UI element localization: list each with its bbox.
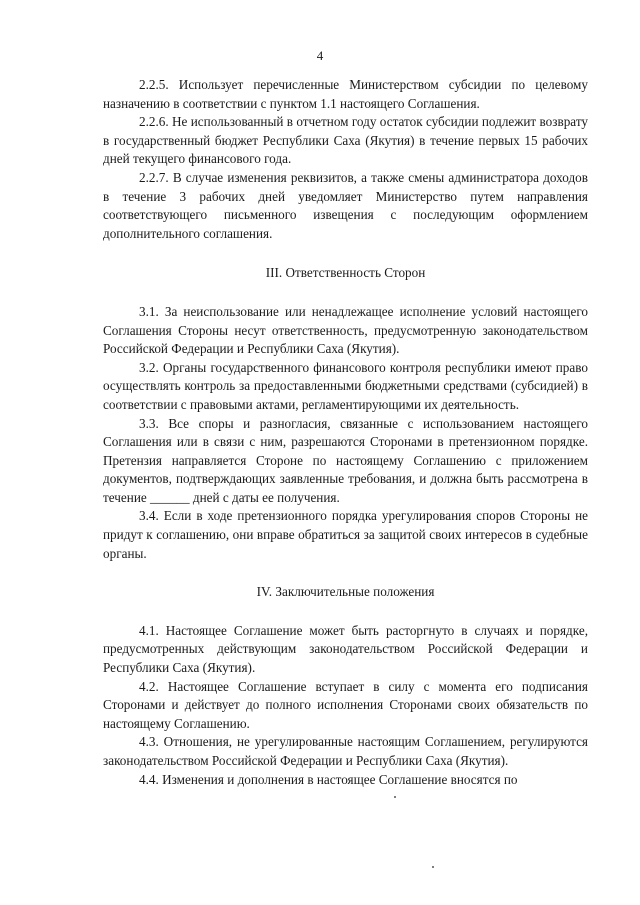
clause-2-2-6: 2.2.6. Не использованный в отчетном году остаток субсидии подлежит возврату в государственный бюджет Республики Саха (Якутия) в течение первых 15 рабочих дней текущего финансового года.: [103, 114, 588, 167]
clause-4-3: 4.3. Отношения, не урегулированные настоящим Соглашением, регулируются законодательством Российской Федерации и Республики Саха (Якутия).: [103, 734, 588, 768]
clause-3-4: 3.4. Если в ходе претензионного порядка урегулирования споров Стороны не придут к соглашению, они вправе обратиться за защитой своих интересов в судебные органы.: [103, 508, 588, 561]
clause-4-4: 4.4. Изменения и дополнения в настоящее Соглашение вносятся по: [139, 771, 518, 787]
scan-speck: [432, 866, 434, 868]
scan-speck: [394, 796, 396, 798]
section-3-heading: III. Ответственность Сторон: [265, 265, 426, 281]
clause-4-1: 4.1. Настоящее Соглашение может быть расторгнуто в случаях и порядке, предусмотренных действующим законодательством Российской Федерации и Республики Саха (Якутия).: [103, 622, 588, 676]
clause-3-3: 3.3. Все споры и разногласия, связанные с использованием настоящего Соглашения или в связи с ним, разрешаются Сторонами в претензионном порядке. Претензия направляется Стороне по настоящему Соглашению с приложением документов, подтверждающих заявленные требования, и должна быть рассмотрена в течение ______ дней с даты ее получения.: [103, 415, 588, 505]
clause-3-2: 3.2. Органы государственного финансового контроля республики имеют право осуществлять контроль за предоставленными бюджетными средствами (субсидией) в соответствии с правовыми актами, регламентирующими их деятельность.: [103, 359, 588, 412]
clause-4-2: 4.2. Настоящее Соглашение вступает в силу с момента его подписания Сторонами и действует до полного исполнения Сторонами своих обязательств по настоящему Соглашению.: [103, 678, 588, 731]
document-body: [103, 76, 588, 789]
page-number: 4: [316, 48, 324, 63]
clause-2-2-7: 2.2.7. В случае изменения реквизитов, а также смены администратора доходов в течение 3 рабочих дней уведомляет Министерство путем направления соответствующего письменного извещения с последующим оформлением дополнительного соглашения.: [103, 169, 588, 241]
clause-3-1: 3.1. За неиспользование или ненадлежащее исполнение условий настоящего Соглашения Стороны несут ответственность, предусмотренную законодательством Российской Федерации и Республики Саха (Якутия).: [103, 303, 588, 357]
clause-2-2-5: 2.2.5. Использует перечисленные Министерством субсидии по целевому назначению в соответствии с пунктом 1.1 настоящего Соглашения.: [103, 77, 588, 111]
section-4-heading: IV. Заключительные положения: [256, 584, 435, 600]
